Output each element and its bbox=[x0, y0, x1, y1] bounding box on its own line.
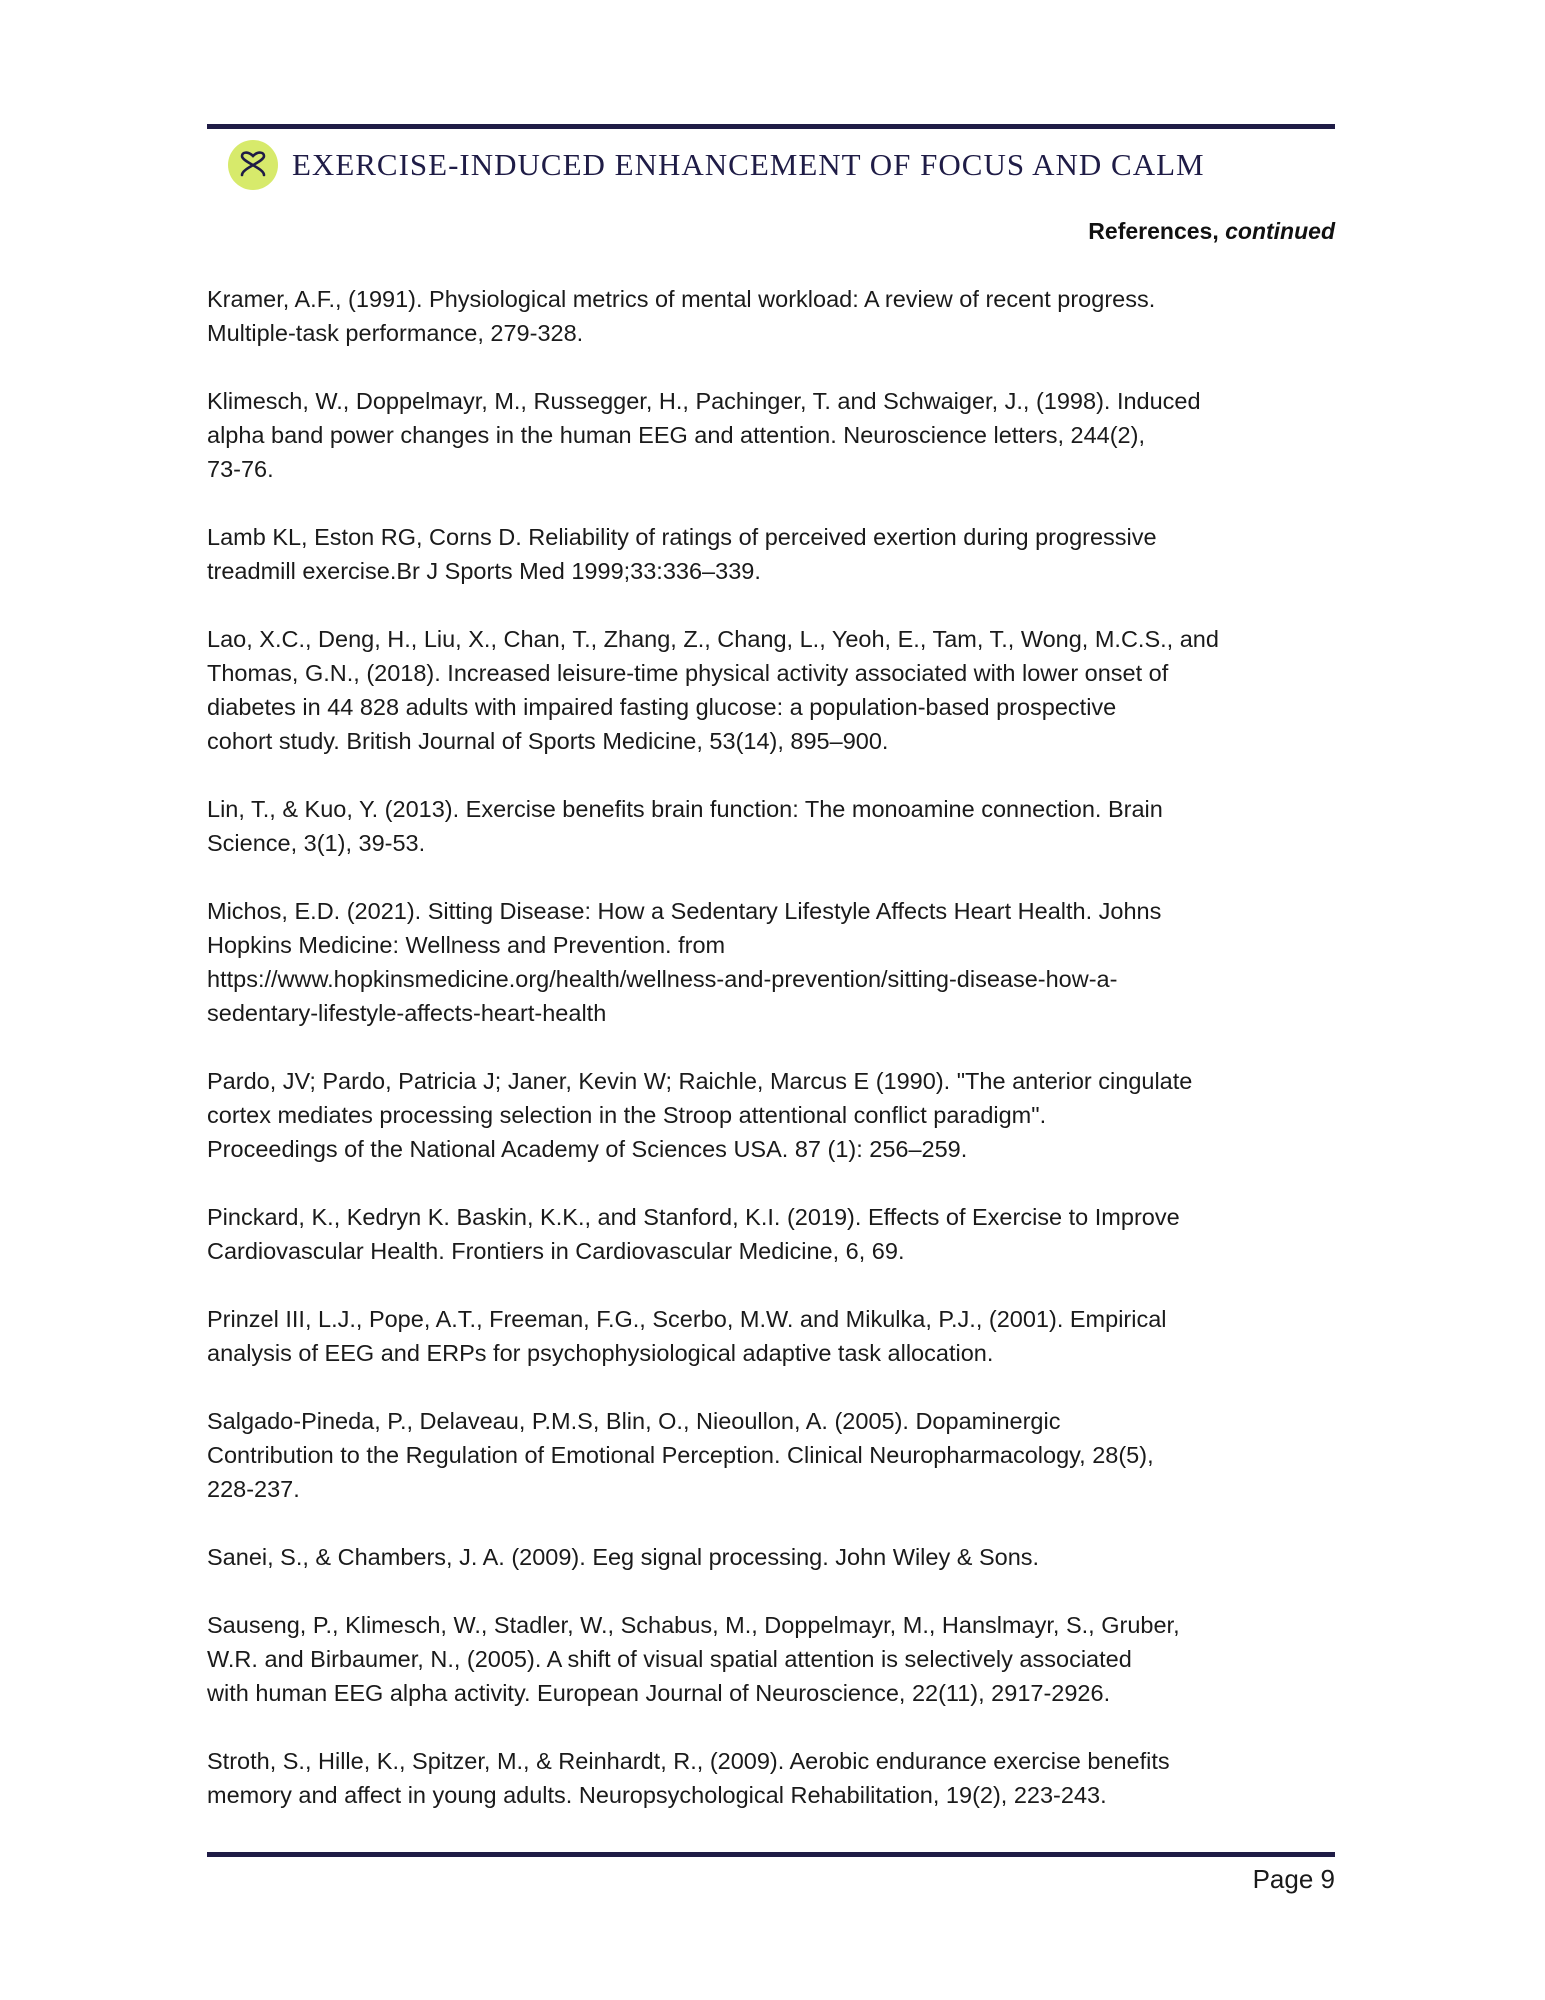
reference-line: https://www.hopkinsmedicine.org/health/wellness-and-prevention/sitting-disease-how-a- bbox=[207, 966, 1118, 992]
reference-line: Lin, T., & Kuo, Y. (2013). Exercise benefits brain function: The monoamine connection. Brain bbox=[207, 796, 1163, 822]
reference-line: Multiple-task performance, 279-328. bbox=[207, 320, 584, 346]
reference-line: Thomas, G.N., (2018). Increased leisure-time physical activity associated with lower onset of bbox=[207, 660, 1169, 686]
reference-line: Cardiovascular Health. Frontiers in Cardiovascular Medicine, 6, 69. bbox=[207, 1238, 905, 1264]
header-rule bbox=[207, 124, 1335, 129]
reference-line: sedentary-lifestyle-affects-heart-health bbox=[207, 1000, 607, 1026]
reference-line: Science, 3(1), 39-53. bbox=[207, 830, 426, 856]
reference-line: treadmill exercise.Br J Sports Med 1999;33:336–339. bbox=[207, 558, 761, 584]
document-title: EXERCISE-INDUCED ENHANCEMENT OF FOCUS AND CALM bbox=[292, 147, 1205, 182]
reference-entry bbox=[207, 894, 1337, 1030]
reference-entry bbox=[207, 792, 1337, 860]
reference-line: W.R. and Birbaumer, N., (2005). A shift of visual spatial attention is selectively associated bbox=[207, 1646, 1132, 1672]
reference-line: diabetes in 44 828 adults with impaired fasting glucose: a population-based prospective bbox=[207, 694, 1117, 720]
reference-entry bbox=[207, 1744, 1337, 1812]
reference-line: 228-237. bbox=[207, 1476, 300, 1502]
section-heading-suffix: continued bbox=[1225, 218, 1335, 244]
reference-line: Sauseng, P., Klimesch, W., Stadler, W., Schabus, M., Doppelmayr, M., Hanslmayr, S., Gruber, bbox=[207, 1612, 1180, 1638]
section-heading bbox=[1088, 218, 1335, 245]
reference-line: Sanei, S., & Chambers, J. A. (2009). Eeg signal processing. John Wiley & Sons. bbox=[207, 1544, 1040, 1570]
reference-entry bbox=[207, 282, 1337, 350]
reference-line: Kramer, A.F., (1991). Physiological metrics of mental workload: A review of recent progress. bbox=[207, 286, 1156, 312]
reference-line: with human EEG alpha activity. European Journal of Neuroscience, 22(11), 2917-2926. bbox=[207, 1680, 1111, 1706]
reference-entry bbox=[207, 622, 1337, 758]
footer-rule bbox=[207, 1852, 1335, 1857]
reference-line: analysis of EEG and ERPs for psychophysiological adaptive task allocation. bbox=[207, 1340, 994, 1366]
reference-line: Lao, X.C., Deng, H., Liu, X., Chan, T., Zhang, Z., Chang, L., Yeoh, E., Tam, T., Wong, M.C.S., and bbox=[207, 626, 1219, 652]
page-number: Page 9 bbox=[1252, 1864, 1335, 1894]
reference-line: Lamb KL, Eston RG, Corns D. Reliability of ratings of perceived exertion during progressive bbox=[207, 524, 1157, 550]
section-heading-label: References, bbox=[1088, 218, 1219, 244]
reference-entry bbox=[207, 520, 1337, 588]
reference-line: Stroth, S., Hille, K., Spitzer, M., & Reinhardt, R., (2009). Aerobic endurance exercise benefits bbox=[207, 1748, 1170, 1774]
reference-line: Proceedings of the National Academy of Sciences USA. 87 (1): 256–259. bbox=[207, 1136, 968, 1162]
reference-line: memory and affect in young adults. Neuropsychological Rehabilitation, 19(2), 223-243. bbox=[207, 1782, 1107, 1808]
reference-entry bbox=[207, 1302, 1337, 1370]
reference-list bbox=[207, 282, 1337, 1846]
reference-line: Klimesch, W., Doppelmayr, M., Russegger, H., Pachinger, T. and Schwaiger, J., (1998). Induced bbox=[207, 388, 1201, 414]
reference-entry bbox=[207, 1064, 1337, 1166]
reference-line: Salgado-Pineda, P., Delaveau, P.M.S, Blin, O., Nieoullon, A. (2005). Dopaminergic bbox=[207, 1408, 1061, 1434]
reference-line: cortex mediates processing selection in the Stroop attentional conflict paradigm". bbox=[207, 1102, 1047, 1128]
reference-line: Prinzel III, L.J., Pope, A.T., Freeman, F.G., Scerbo, M.W. and Mikulka, P.J., (2001). Empirical bbox=[207, 1306, 1167, 1332]
reference-entry bbox=[207, 384, 1337, 486]
infinity-loop-icon bbox=[228, 140, 278, 190]
reference-line: cohort study. British Journal of Sports Medicine, 53(14), 895–900. bbox=[207, 728, 889, 754]
reference-entry bbox=[207, 1200, 1337, 1268]
reference-entry bbox=[207, 1540, 1337, 1574]
reference-line: Pardo, JV; Pardo, Patricia J; Janer, Kevin W; Raichle, Marcus E (1990). "The anterior cingulate bbox=[207, 1068, 1193, 1094]
reference-line: Contribution to the Regulation of Emotional Perception. Clinical Neuropharmacology, 28(5), bbox=[207, 1442, 1154, 1468]
reference-line: Pinckard, K., Kedryn K. Baskin, K.K., and Stanford, K.I. (2019). Effects of Exercise to Improve bbox=[207, 1204, 1180, 1230]
document-header bbox=[228, 140, 1338, 190]
reference-line: Hopkins Medicine: Wellness and Prevention. from bbox=[207, 932, 726, 958]
reference-entry bbox=[207, 1608, 1337, 1710]
reference-line: Michos, E.D. (2021). Sitting Disease: How a Sedentary Lifestyle Affects Heart Health. Johns bbox=[207, 898, 1162, 924]
reference-entry bbox=[207, 1404, 1337, 1506]
reference-line: alpha band power changes in the human EEG and attention. Neuroscience letters, 244(2), bbox=[207, 422, 1145, 448]
reference-line: 73-76. bbox=[207, 456, 274, 482]
